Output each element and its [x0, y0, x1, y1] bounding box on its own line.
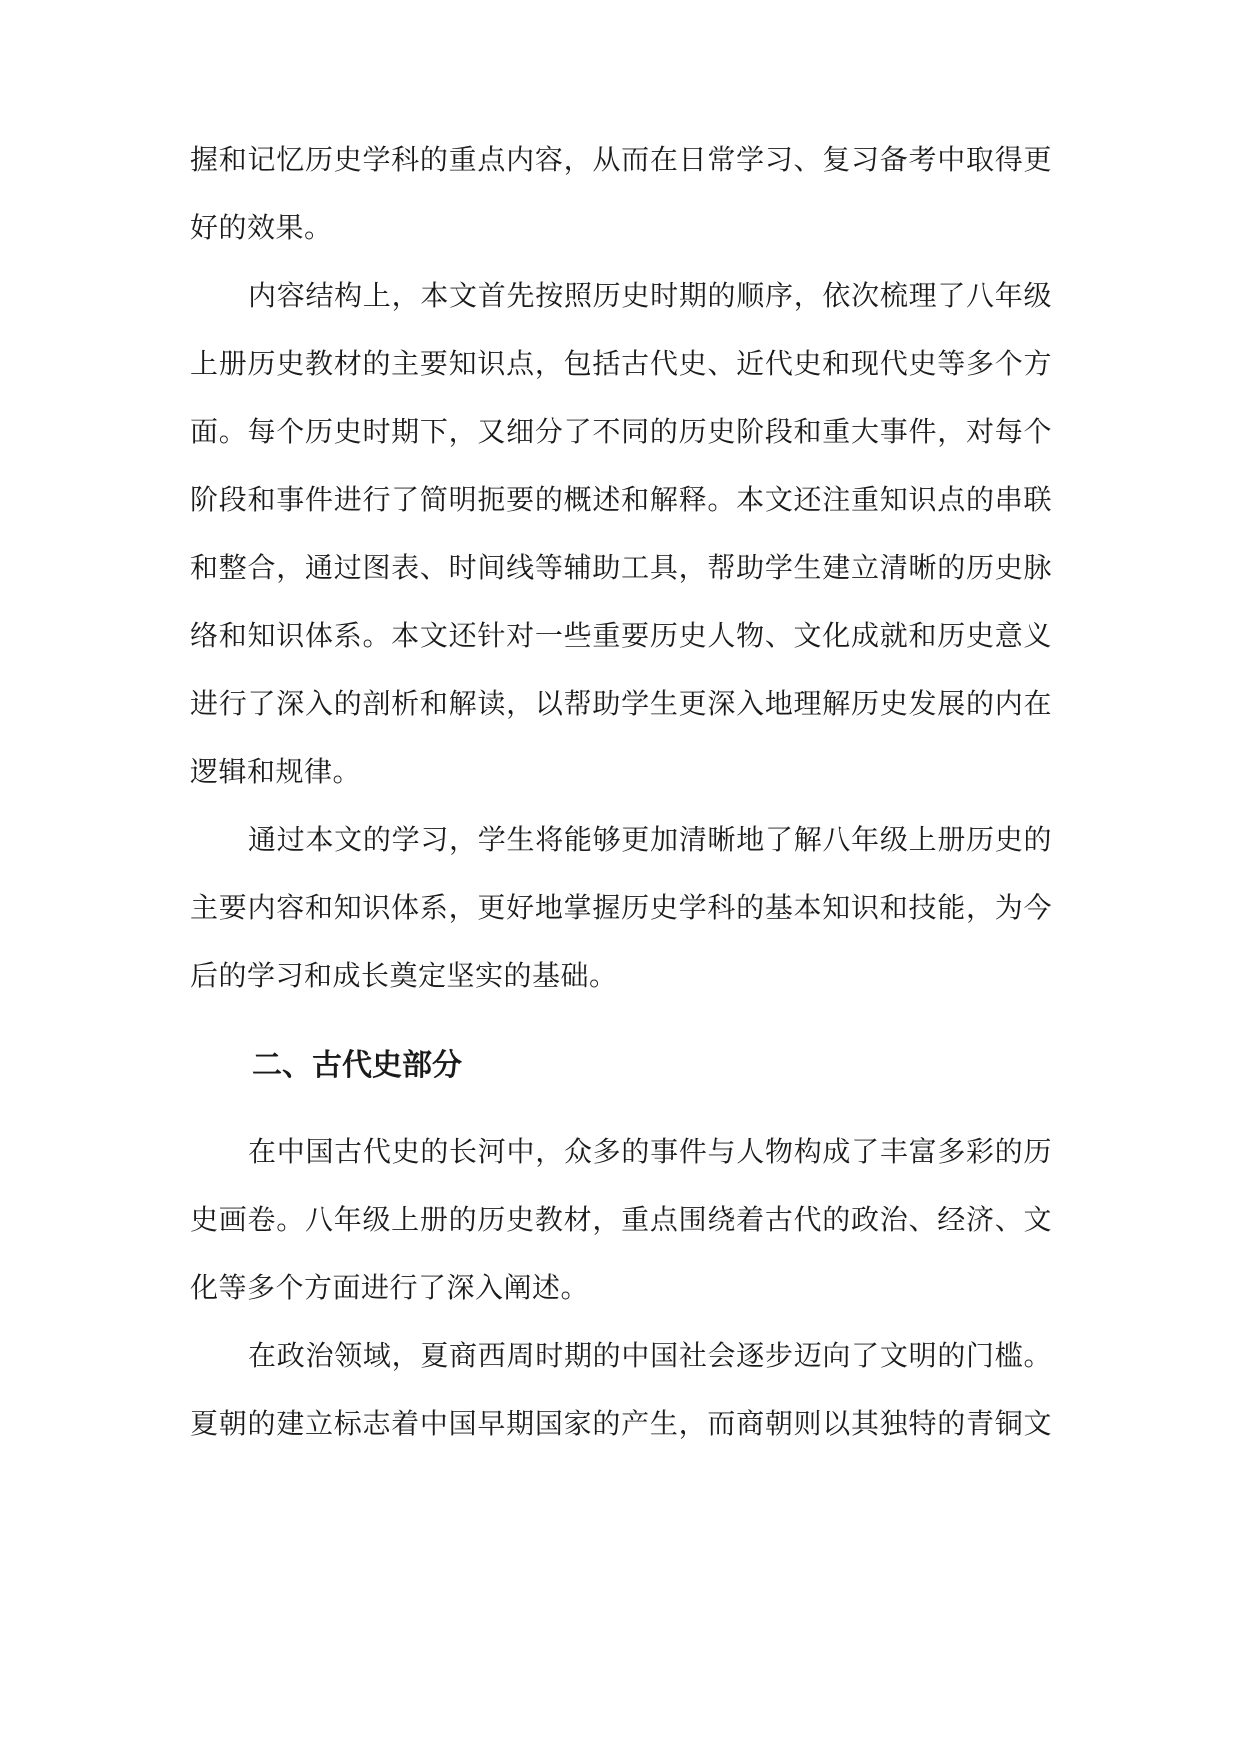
paragraph-2-line-6: 络和知识体系。本文还针对一些重要历史人物、文化成就和历史意义	[190, 619, 1052, 652]
paragraph-2-line-3: 面。每个历史时期下，又细分了不同的历史阶段和重大事件，对每个	[190, 415, 1052, 448]
paragraph-3-line-1: 通过本文的学习，学生将能够更加清晰地了解八年级上册历史的	[248, 823, 1052, 856]
paragraph-3-line-3: 后的学习和成长奠定坚实的基础。	[190, 959, 618, 992]
paragraph-4-line-2: 史画卷。八年级上册的历史教材，重点围绕着古代的政治、经济、文	[190, 1203, 1052, 1236]
paragraph-3-line-2: 主要内容和知识体系，更好地掌握历史学科的基本知识和技能，为今	[190, 891, 1052, 924]
paragraph-4-line-1: 在中国古代史的长河中，众多的事件与人物构成了丰富多彩的历	[248, 1135, 1052, 1168]
section-heading: 二、古代史部分	[252, 1048, 462, 1083]
paragraph-5-line-2: 夏朝的建立标志着中国早期国家的产生，而商朝则以其独特的青铜文	[190, 1407, 1052, 1440]
paragraph-2-line-5: 和整合，通过图表、时间线等辅助工具，帮助学生建立清晰的历史脉	[190, 551, 1052, 584]
paragraph-2-line-8: 逻辑和规律。	[190, 755, 362, 788]
paragraph-1-line-2: 好的效果。	[190, 211, 333, 244]
paragraph-1-line-1: 握和记忆历史学科的重点内容，从而在日常学习、复习备考中取得更	[190, 143, 1052, 176]
paragraph-5-line-1: 在政治领域，夏商西周时期的中国社会逐步迈向了文明的门槛。	[248, 1339, 1052, 1372]
paragraph-2-line-4: 阶段和事件进行了简明扼要的概述和解释。本文还注重知识点的串联	[190, 483, 1052, 516]
paragraph-4-line-3: 化等多个方面进行了深入阐述。	[190, 1271, 590, 1304]
paragraph-2-line-2: 上册历史教材的主要知识点，包括古代史、近代史和现代史等多个方	[190, 347, 1052, 380]
paragraph-2-line-7: 进行了深入的剖析和解读，以帮助学生更深入地理解历史发展的内在	[190, 687, 1052, 720]
paragraph-2-line-1: 内容结构上，本文首先按照历史时期的顺序，依次梳理了八年级	[248, 279, 1052, 312]
